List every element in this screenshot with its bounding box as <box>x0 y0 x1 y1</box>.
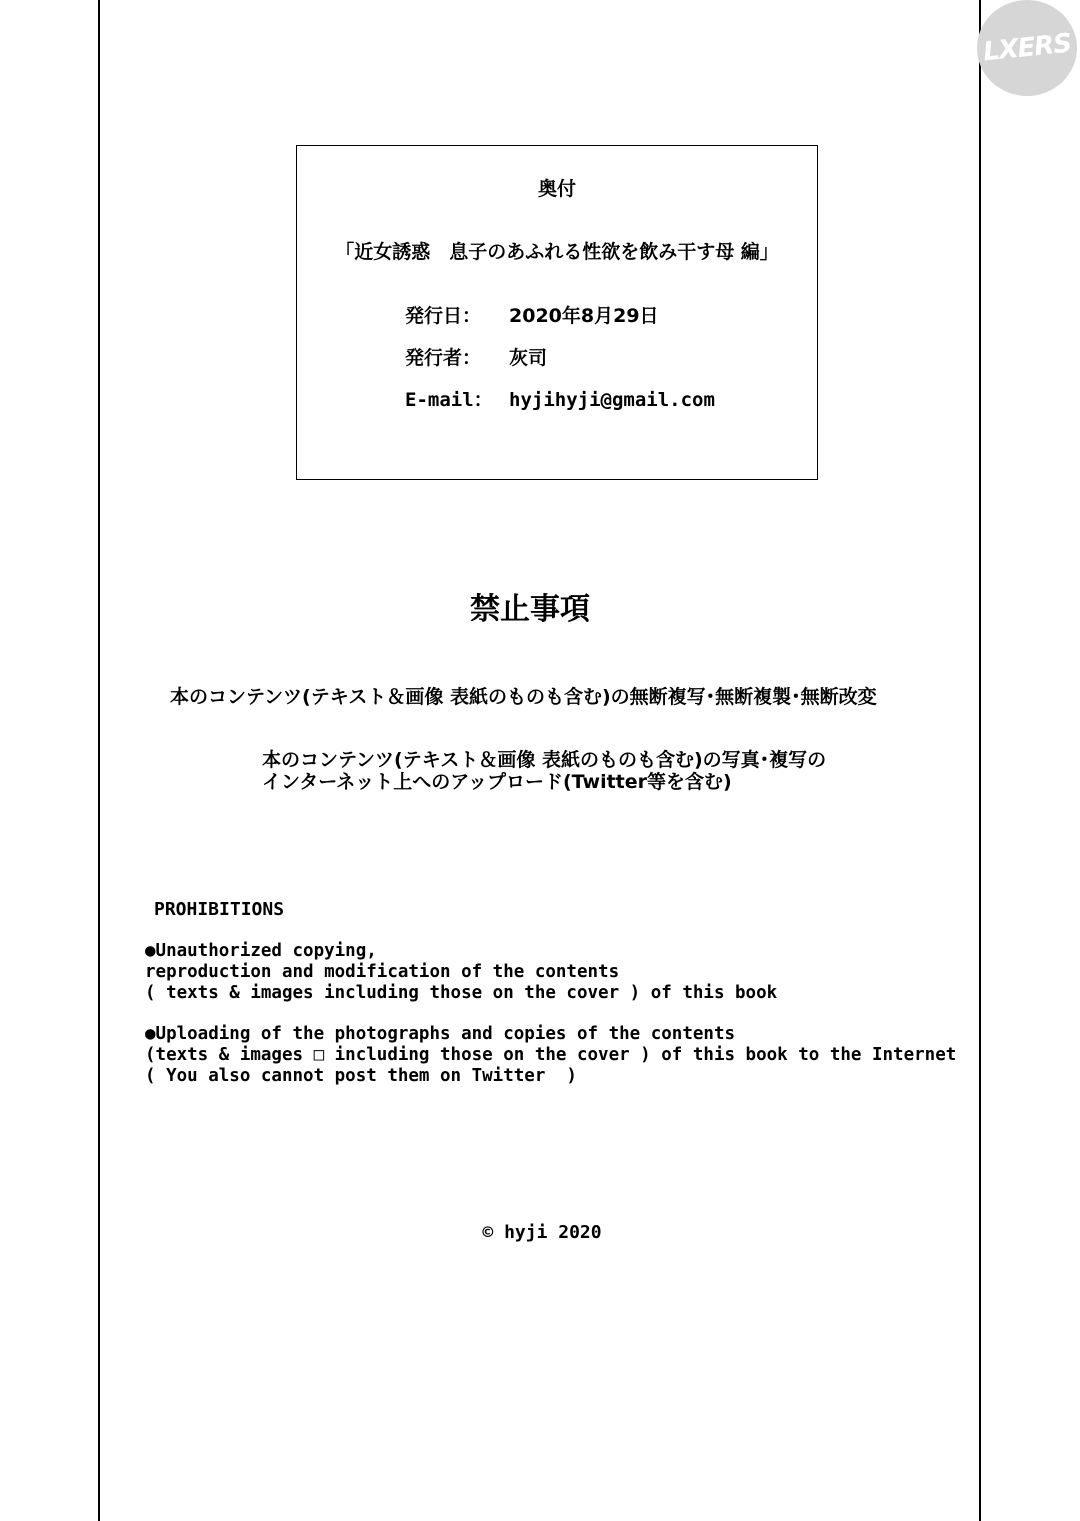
prohibition-item-2-line-2: (texts & images □ including those on the cover ) of this book to the Internet <box>145 1045 957 1065</box>
prohibition-rule-2-jp <box>262 749 826 793</box>
prohibition-item-2-line-3: ( You also cannot post them on Twitter ) <box>145 1066 577 1086</box>
prohibition-item-2-line-1: ●Uploading of the photographs and copies of the contents <box>145 1024 736 1044</box>
prohibition-rule-2-line-1: 本のコンテンツ(テキスト＆画像 表紙のものも含む)の写真･複写の <box>262 749 827 771</box>
prohibition-rule-2-line-2: インターネット上へのアップロード(Twitter等を含む) <box>262 771 732 793</box>
publish-date-label: 発行日： <box>405 305 482 327</box>
prohibition-item-1-line-2: reproduction and modification of the contents <box>145 962 620 982</box>
colophon-title: 「近女誘惑 息子のあふれる性欲を飲み干す母 編」 <box>335 241 779 263</box>
watermark-logo <box>977 0 1077 96</box>
page-border-left <box>98 0 100 1521</box>
prohibition-item-1-en <box>145 941 777 1004</box>
prohibition-item-1-line-1: ●Unauthorized copying, <box>145 941 377 961</box>
publisher-label: 発行者： <box>405 347 482 369</box>
info-row-email <box>405 385 715 412</box>
info-row-publisher <box>405 343 547 370</box>
prohibition-item-2-en <box>145 1024 956 1087</box>
colophon-box <box>296 145 818 480</box>
prohibition-rule-1-jp: 本のコンテンツ(テキスト＆画像 表紙のものも含む)の無断複写･無断複製･無断改変 <box>170 686 877 708</box>
publish-date-value: 2020年8月29日 <box>509 305 659 327</box>
page-border-right <box>979 0 981 1521</box>
publisher-value: 灰司 <box>509 347 548 369</box>
prohibition-item-1-line-3: ( texts & images including those on the cover ) of this book <box>145 983 778 1003</box>
info-row-publish-date <box>405 301 659 328</box>
copyright-notice: © hyji 2020 <box>482 1222 602 1243</box>
watermark-text: LXERS <box>981 28 1073 68</box>
colophon-heading: 奥付 <box>537 178 576 200</box>
prohibitions-heading-jp: 禁止事項 <box>470 592 590 627</box>
email-label: E-mail： <box>405 389 493 411</box>
prohibitions-heading-en: PROHIBITIONS <box>154 899 285 920</box>
email-value: hyjihyji@gmail.com <box>509 389 715 411</box>
